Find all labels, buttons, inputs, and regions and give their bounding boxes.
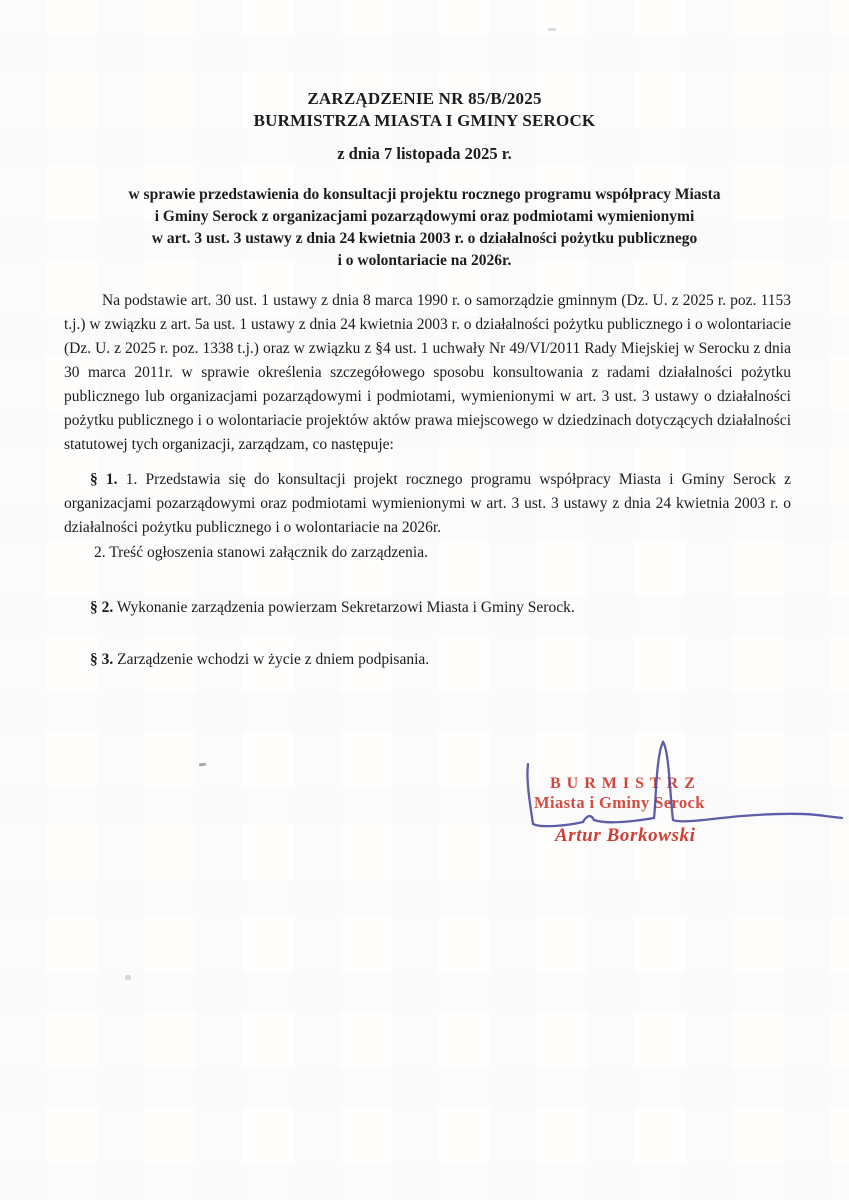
- stamp-office-title: BURMISTRZ: [550, 775, 701, 792]
- stamp-signer-name: Artur Borkowski: [555, 825, 696, 846]
- subject-line: i Gminy Serock z organizacjami pozarządowymi oraz podmiotami wymienionymi: [154, 208, 695, 225]
- section-paragraph-2: [64, 596, 791, 620]
- ordinance-subject: [0, 184, 849, 272]
- scan-speck: [125, 975, 131, 980]
- ink-speck: [199, 763, 206, 767]
- document-heading: [0, 88, 849, 132]
- section-text: Wykonanie zarządzenia powierzam Sekretarzowi Miasta i Gminy Serock.: [116, 599, 575, 616]
- issuing-authority: BURMISTRZA MIASTA I GMINY SEROCK: [253, 111, 596, 130]
- subject-line: w art. 3 ust. 3 ustawy z dnia 24 kwietnia 2003 r. o działalności pożytku publicznego: [151, 230, 698, 247]
- section-paragraph-1-point-2: [64, 541, 791, 565]
- stamp-municipality: Miasta i Gminy Serock: [534, 793, 705, 812]
- section-paragraph-1: [64, 468, 791, 540]
- signature-block: [470, 698, 849, 873]
- legal-basis-paragraph: Na podstawie art. 30 ust. 1 ustawy z dnia 8 marca 1990 r. o samorządzie gminnym (Dz. U. z 2025 r. poz. 1153 t.j.) w związku z art. 5a ust. 1 ustawy z dnia 24 kwietnia 2003 r. o działalności pożytku publicznego i o wolontariacie (Dz. U. z 2025 r. poz. 1338 t.j.) oraz w związku z §4 ust. 1 uchwały Nr 49/VI/2011 Rady Miejskiej w Serocku z dnia 30 marca 2011r. w sprawie określenia szczegółowego sposobu konsultowania z radami działalności pożytku publicznego lub organizacjami pozarządowymi i podmiotami, wymienionymi w art. 3 ust. 3 ustawy o działalności pożytku publicznego i o wolontariacie projektów aktów prawa miejscowego w dziedzinach dotyczących działalności statutowej tych organizacji, zarządzam, co następuje:: [64, 292, 791, 453]
- section-marker: § 3.: [90, 651, 114, 668]
- section-text: 1. Przedstawia się do konsultacji projekt rocznego programu współpracy Miasta i Gminy Serock z organizacjami pozarządowymi oraz podmiotami wymienionymi w art. 3 ust. 3 ustawy z dnia 24 kwietnia 2003 r. o działalności pożytku publicznego i o wolontariacie na 2026r.: [64, 471, 792, 536]
- section-marker: § 1.: [90, 471, 118, 488]
- section-text: 2. Treść ogłoszenia stanowi załącznik do zarządzenia.: [94, 544, 428, 561]
- scan-speck: [548, 28, 556, 31]
- section-paragraph-3: [64, 648, 791, 672]
- subject-line: w sprawie przedstawienia do konsultacji projektu rocznego programu współpracy Miasta: [128, 186, 721, 203]
- subject-line: i o wolontariacie na 2026r.: [337, 252, 512, 269]
- ordinance-date: z dnia 7 listopada 2025 r.: [337, 144, 512, 163]
- ordinance-number: ZARZĄDZENIE NR 85/B/2025: [307, 89, 542, 108]
- section-text: Zarządzenie wchodzi w życie z dniem podpisania.: [117, 651, 430, 668]
- section-marker: § 2.: [90, 599, 114, 616]
